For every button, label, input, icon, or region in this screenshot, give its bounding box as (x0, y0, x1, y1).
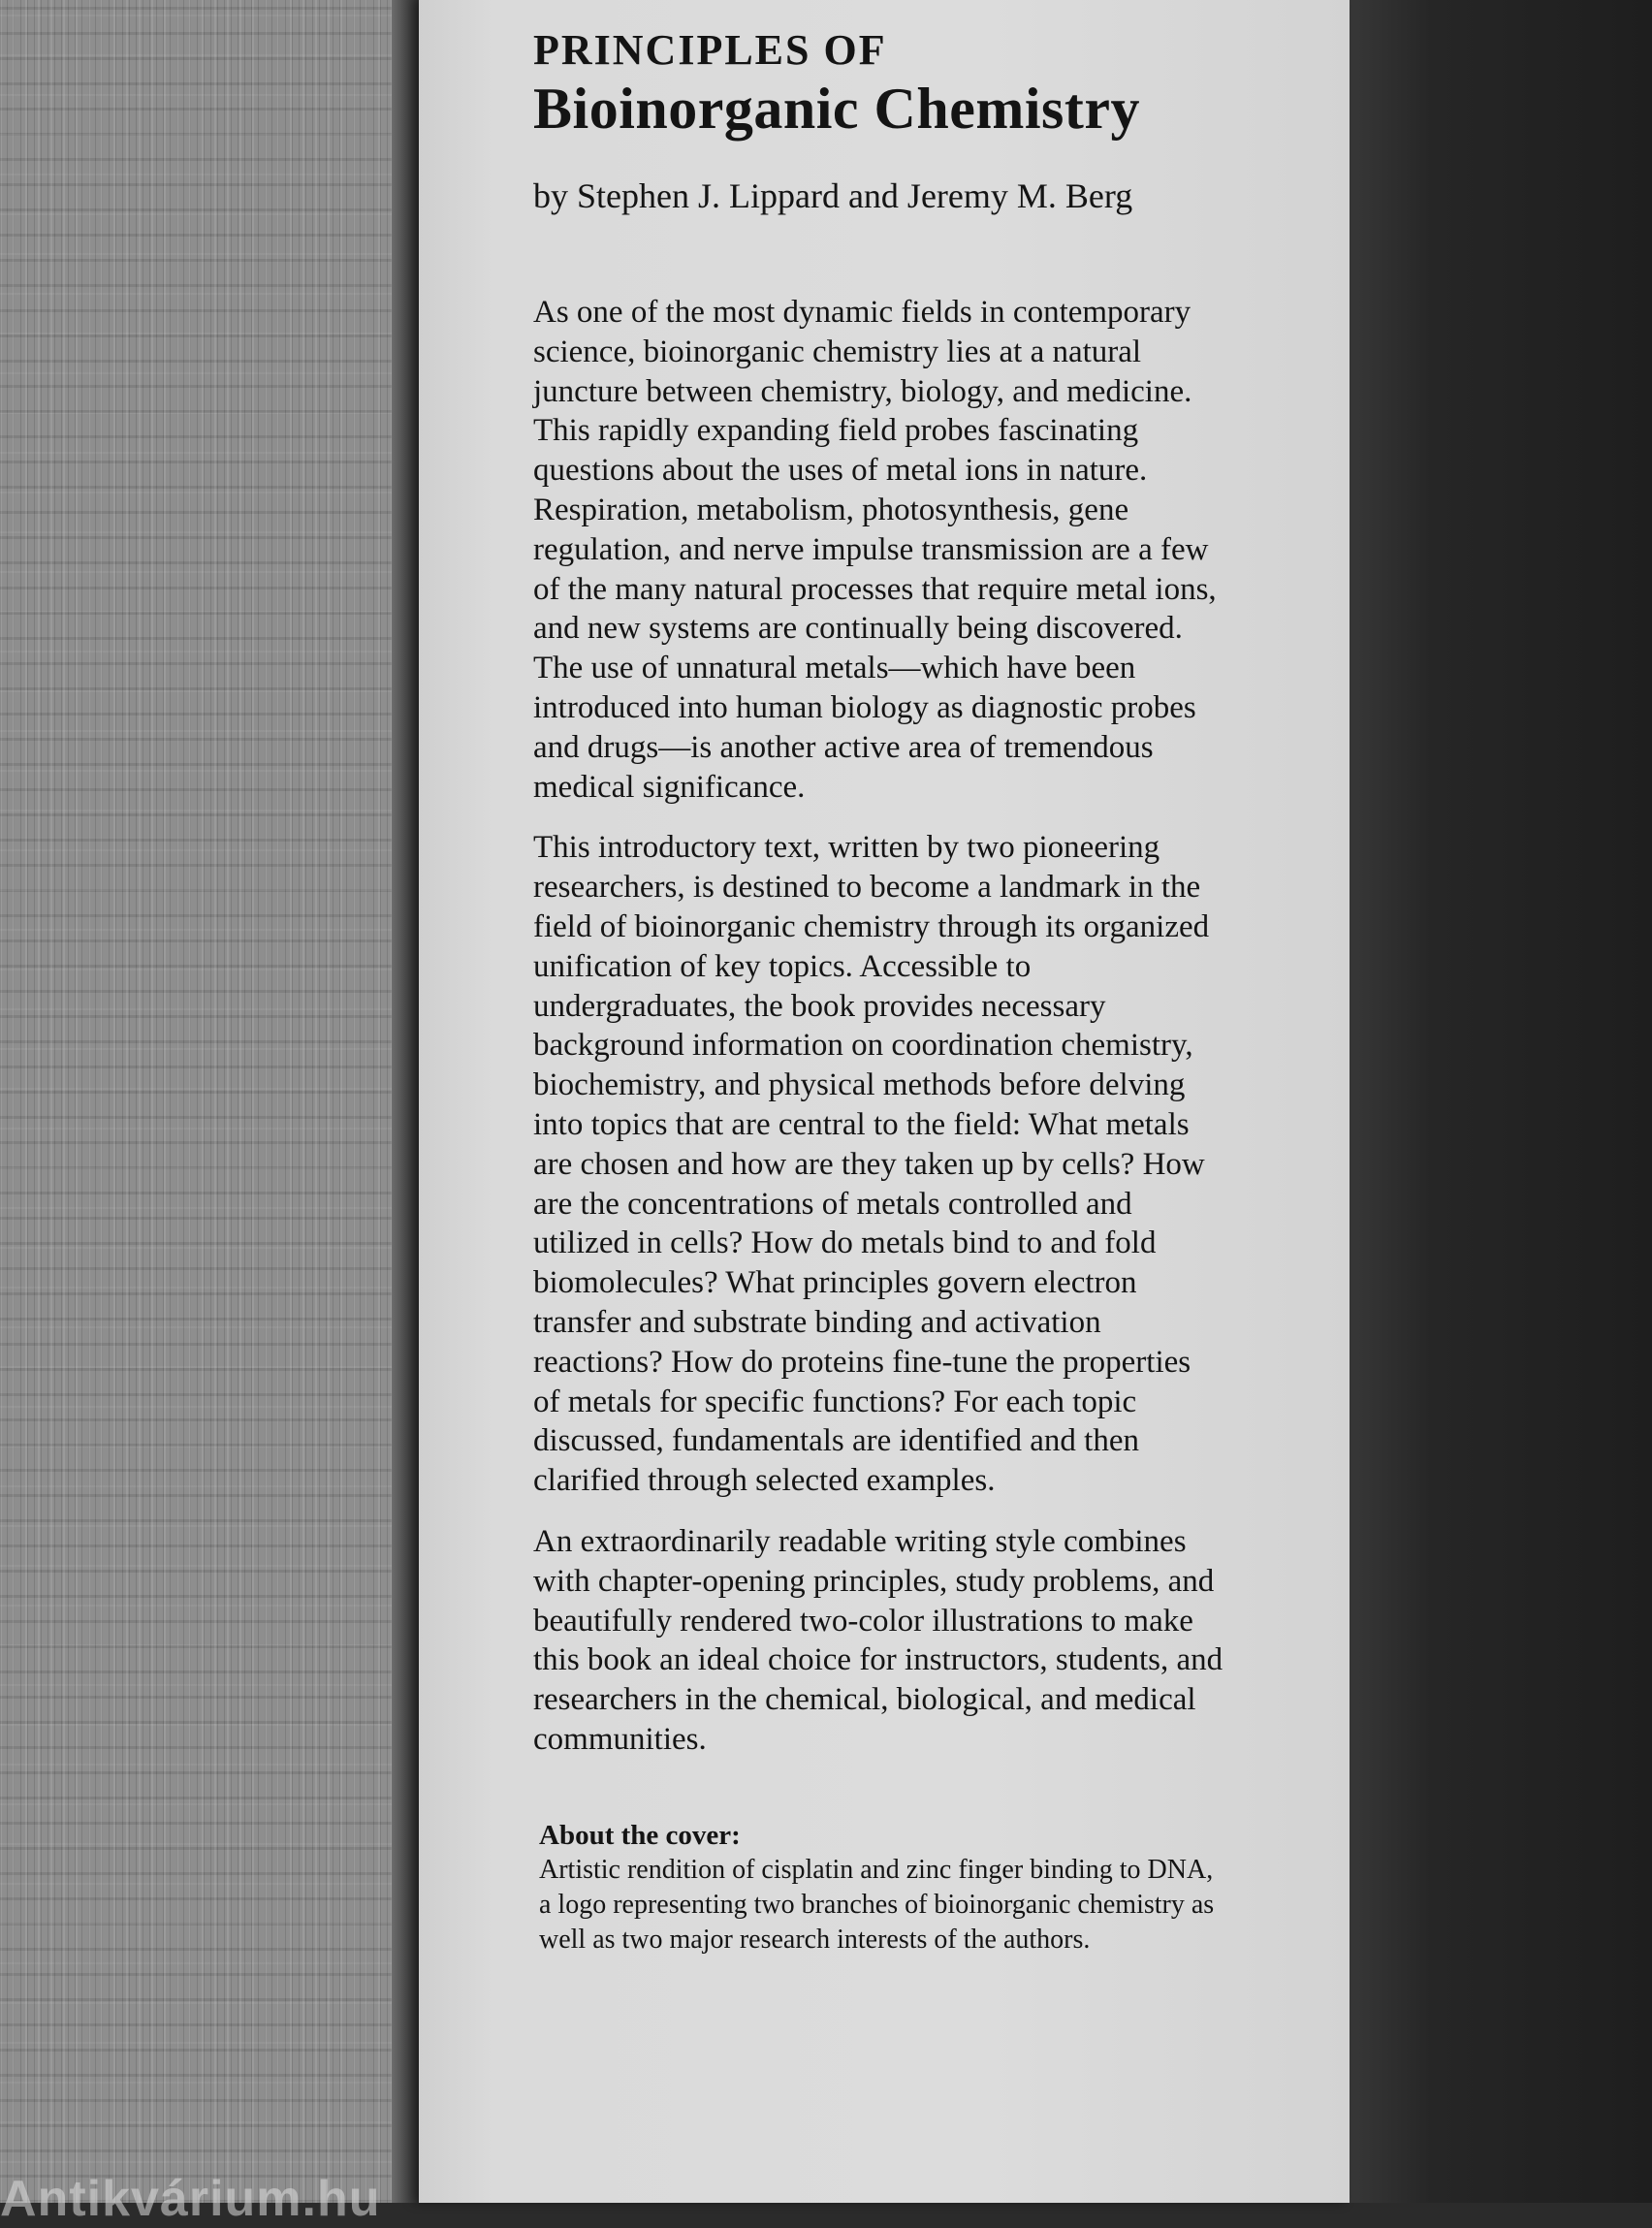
dark-background (1338, 0, 1652, 2203)
title-kicker: PRINCIPLES OF (533, 26, 887, 74)
watermark: Antikvárium.hu (0, 2171, 381, 2227)
description-paragraph-3: An extraordinarily readable writing style combines with chapter-opening principles, study problems, and beautifully rendered two-color illustrations to make this book an ideal choice for instructors, students, and researchers in the chemical, biological, and medical communities. (533, 1523, 1223, 1757)
about-the-cover (539, 1818, 1218, 1957)
description-paragraph-1: As one of the most dynamic fields in contemporary science, bioinorganic chemistry lies at a natural juncture between chemistry, biology, and medicine. This rapidly expanding field probes fascinating questions about the uses of metal ions in nature. Respiration, metabolism, photosynthesis, gene regulation, and nerve impulse transmission are a few of the many natural processes that require metal ions, and new systems are continually being discovered. The use of unnatural metals—which have been introduced into human biology as diagnostic probes and drugs—is another active area of tremendous medical significance. (533, 295, 1217, 805)
description (533, 293, 1223, 1760)
authors-line: by Stephen J. Lippard and Jeremy M. Berg (533, 176, 1133, 215)
flap-content (533, 25, 1251, 1957)
book-title: Bioinorganic Chemistry (533, 77, 1140, 141)
textured-board (0, 0, 407, 2203)
about-heading: About the cover: (539, 1819, 741, 1851)
about-text: Artistic rendition of cisplatin and zinc finger binding to DNA, a logo representing two branches of bioinorganic chemistry as well as two major research interests of the authors. (539, 1854, 1215, 1955)
board-edge (392, 0, 419, 2203)
description-paragraph-2: This introductory text, written by two pioneering researchers, is destined to become a landmark in the field of bioinorganic chemistry through its organized unification of key topics. Accessible to undergraduates, the book provides necessary background information on coordination chemistry, biochemistry, and physical methods before delving into topics that are central to the field: What metals are chosen and how are they taken up by cells? How are the concentrations of metals controlled and utilized in cells? How do metals bind to and fold biomolecules? What principles govern electron transfer and substrate binding and activation reactions? How do proteins fine-tune the properties of metals for specific functions? For each topic discussed, fundamentals are identified and then clarified through selected examples. (533, 830, 1210, 1499)
book-jacket-flap (419, 0, 1350, 2203)
